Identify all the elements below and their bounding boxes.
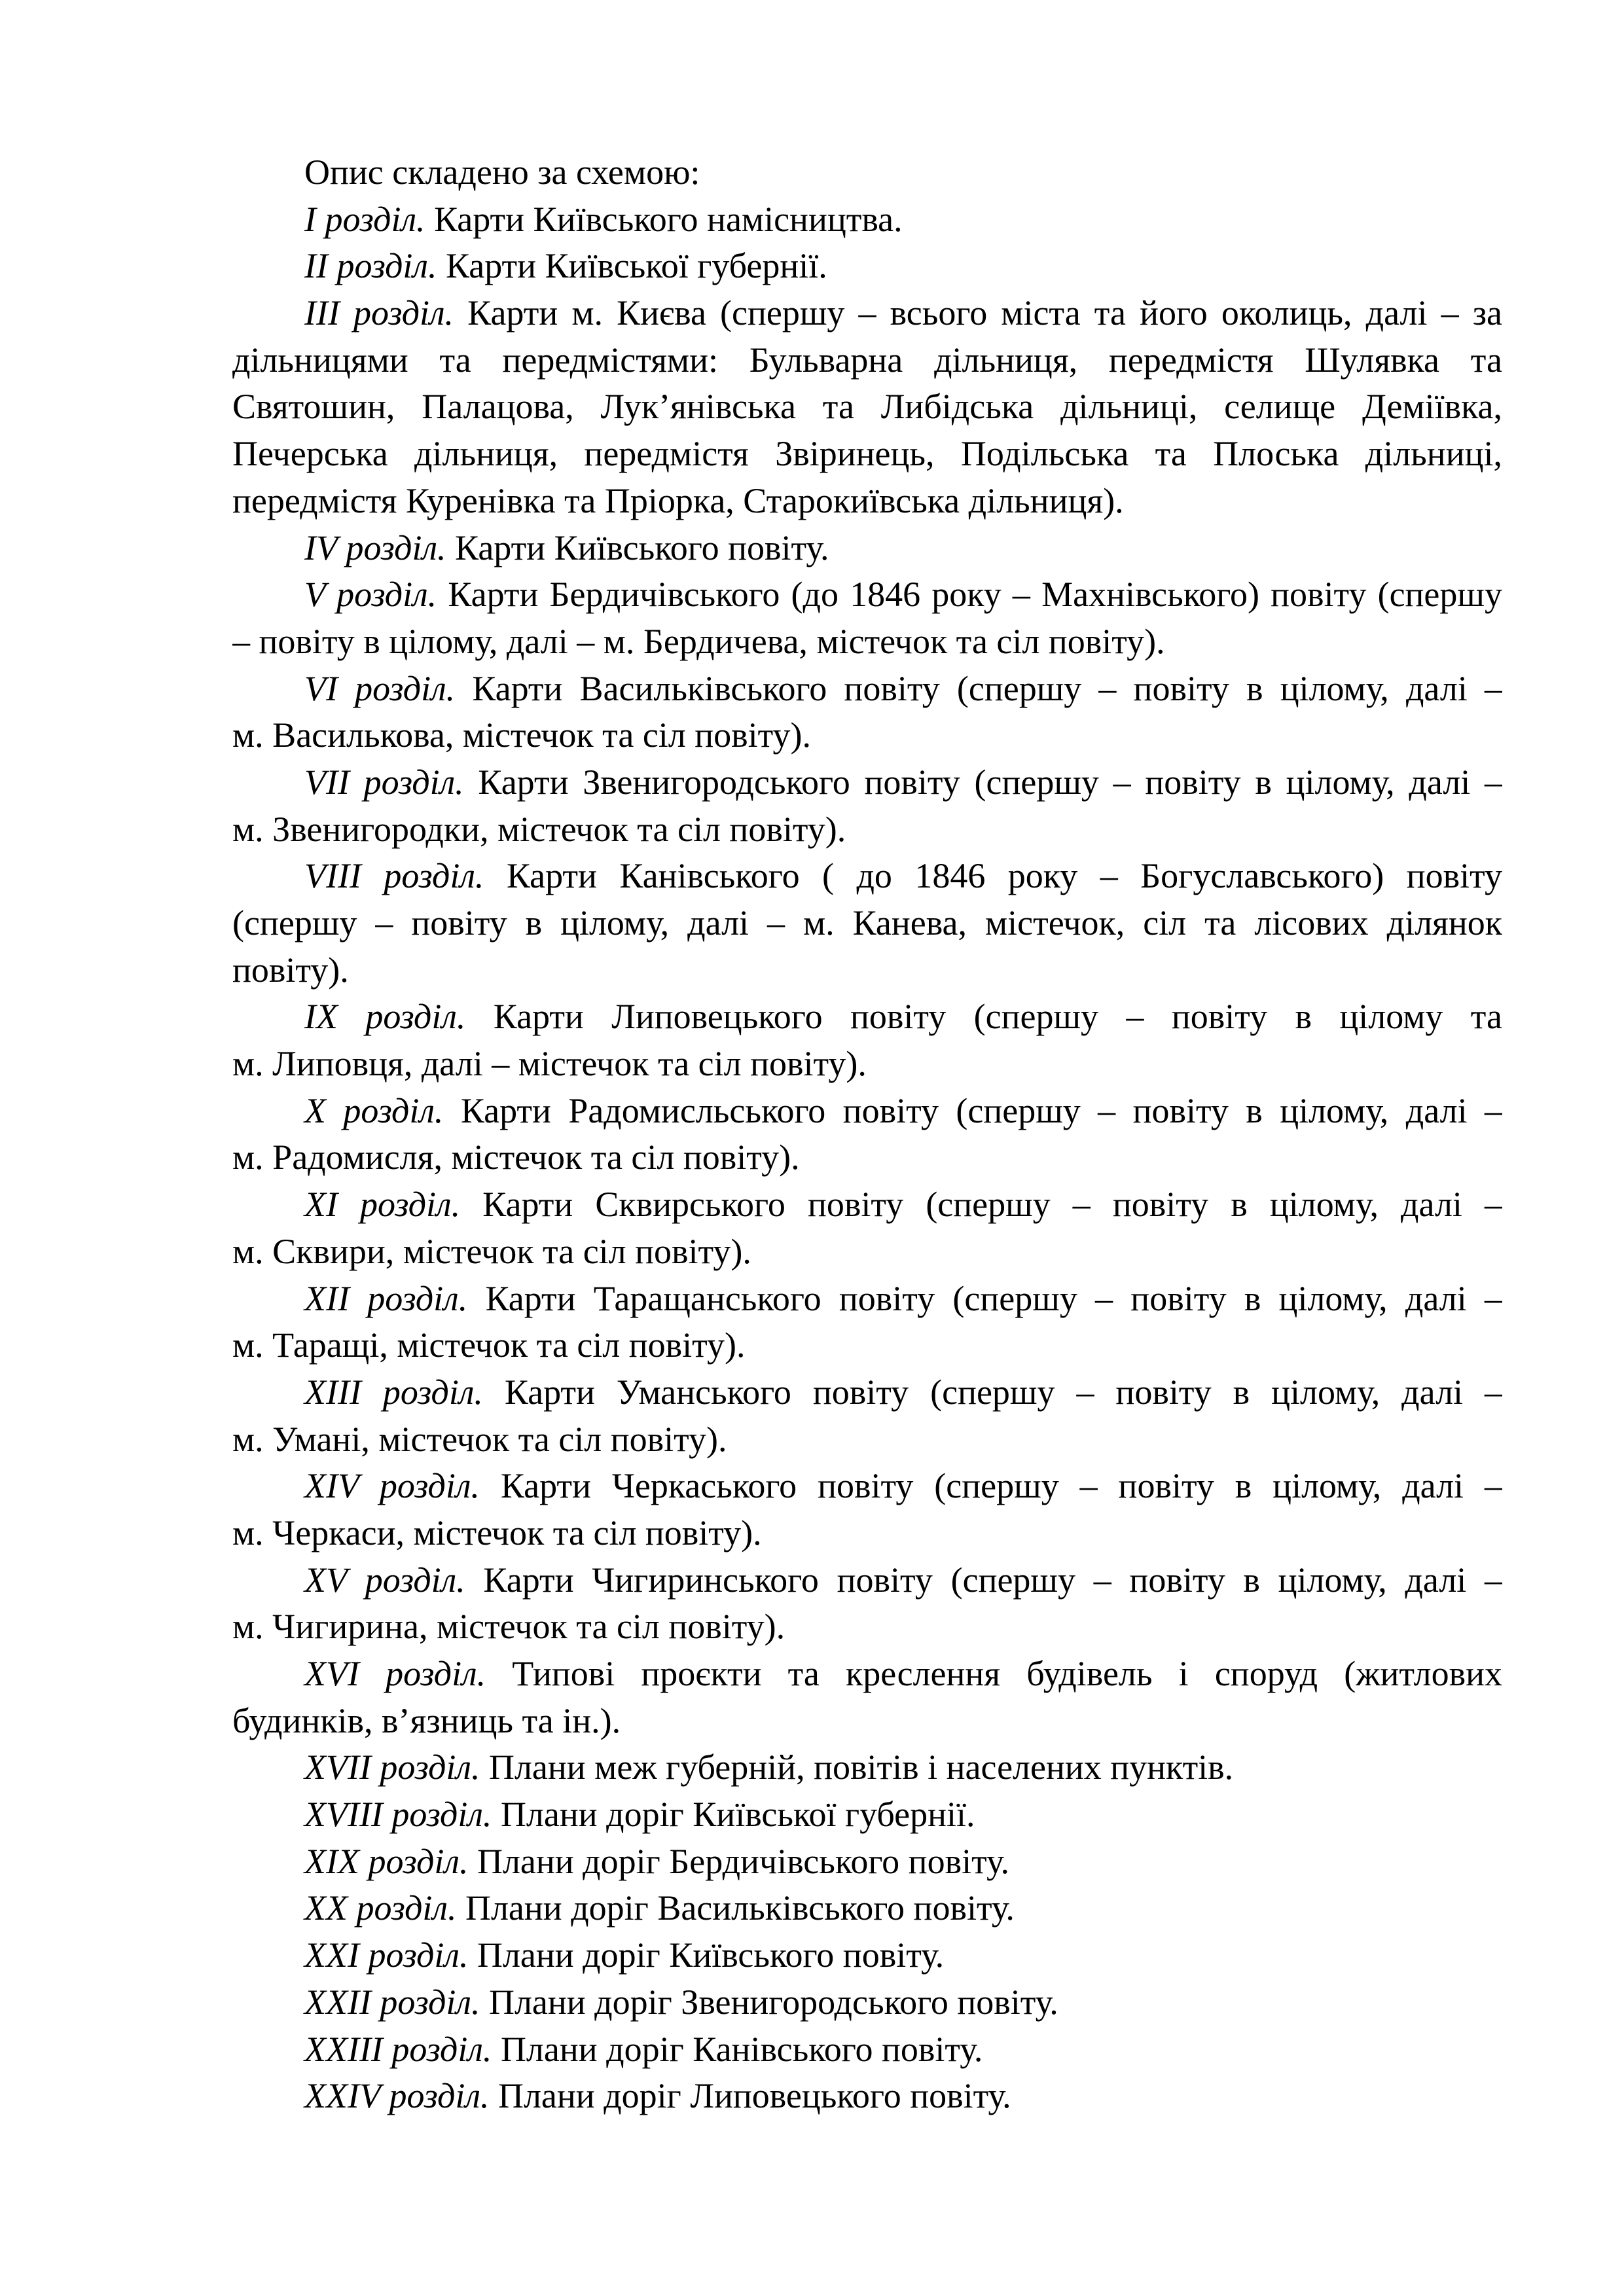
section-number-label: I розділ. [304, 199, 425, 239]
text-line: м. Черкаси, містечок та сіл повіту). [232, 1513, 762, 1552]
section-number-label: XXI розділ. [304, 1935, 469, 1975]
text-line: будинків, в’язниць та ін.). [232, 1700, 621, 1740]
section-number-label: XV розділ. [304, 1560, 465, 1600]
text-line: VIII розділ. Карти Канівського ( до 1846 року – Богуславського) повіту [304, 856, 1502, 896]
text-line: XIV розділ. Карти Черкаського повіту (спершу – повіту в цілому, далі – [304, 1466, 1502, 1506]
text-line: (спершу – повіту в цілому, далі – м. Канева, містечок, сіл та лісових ділянок [232, 903, 1502, 942]
text-line: XII розділ. Карти Таращанського повіту (спершу – повіту в цілому, далі – [304, 1278, 1502, 1318]
text-line: XVI розділ. Типові проєкти та креслення будівель і споруд (житлових [304, 1654, 1502, 1693]
text-line: м. Чигирина, містечок та сіл повіту). [232, 1607, 785, 1647]
section-number-label: V розділ. [304, 575, 437, 615]
text-line: м. Таращі, містечок та сіл повіту). [232, 1325, 746, 1365]
text-line: м. Радомисля, містечок та сіл повіту). [232, 1138, 800, 1177]
text-line: м. Липовця, далі – містечок та сіл повіту). [232, 1044, 867, 1084]
text-line: Святошин, Палацова, Лук’янівська та Либідська дільниці, селище Деміївка, [232, 387, 1502, 427]
text-line: передмістя Куренівка та Пріорка, Старокиївська дільниця). [232, 480, 1124, 520]
section-number-label: XVII розділ. [304, 1748, 480, 1787]
text-line: XXIV розділ. Плани доріг Липовецького повіту. [304, 2076, 1011, 2116]
text-line: XV розділ. Карти Чигиринського повіту (спершу – повіту в цілому, далі – [304, 1560, 1502, 1600]
section-number-label: VIII розділ. [304, 856, 484, 896]
section-number-label: XII розділ. [304, 1278, 468, 1318]
section-number-label: XXIII розділ. [304, 2029, 492, 2069]
text-line: м. Василькова, містечок та сіл повіту). [232, 715, 812, 755]
text-line: X розділ. Карти Радомисльського повіту (спершу – повіту в цілому, далі – [304, 1090, 1502, 1130]
text-line: XX розділ. Плани доріг Васильківського повіту. [304, 1888, 1015, 1928]
text-line: Печерська дільниця, передмістя Звіринець, Подільська та Плоська дільниці, [232, 434, 1502, 474]
text-line: I розділ. Карти Київського намісництва. [304, 199, 903, 239]
section-number-label: XVI розділ. [304, 1654, 486, 1693]
section-number-label: XXII розділ. [304, 1982, 480, 2022]
section-number-label: VII розділ. [304, 762, 464, 802]
text-line: XI розділ. Карти Сквирського повіту (спершу – повіту в цілому, далі – [304, 1185, 1502, 1225]
text-line: повіту). [232, 950, 349, 990]
text-line: V розділ. Карти Бердичівського (до 1846 року – Махнівського) повіту (спершу [304, 575, 1502, 615]
text-line: IV розділ. Карти Київського повіту. [304, 528, 829, 567]
section-number-label: IV розділ. [304, 528, 446, 567]
document-body [232, 149, 1502, 2120]
text-line: VII розділ. Карти Звенигородського повіту (спершу – повіту в цілому, далі – [304, 762, 1502, 802]
text-line: – повіту в цілому, далі – м. Бердичева, містечок та сіл повіту). [232, 621, 1165, 661]
section-number-label: XIX розділ. [304, 1841, 469, 1881]
section-number-label: III розділ. [304, 293, 454, 333]
text-line: III розділ. Карти м. Києва (спершу – всього міста та його околиць, далі – за [304, 293, 1502, 333]
text-line: XIX розділ. Плани доріг Бердичівського повіту. [304, 1841, 1010, 1881]
text-line: м. Умані, містечок та сіл повіту). [232, 1419, 727, 1459]
section-number-label: XX розділ. [304, 1888, 457, 1928]
section-number-label: XI розділ. [304, 1185, 461, 1225]
text-line: XXIII розділ. Плани доріг Канівського повіту. [304, 2029, 983, 2069]
section-number-label: XIV розділ. [304, 1466, 480, 1506]
text-line: XVIII розділ. Плани доріг Київської губернії. [304, 1795, 975, 1835]
text-line: Опис складено за схемою: [304, 152, 700, 192]
text-line: XXII розділ. Плани доріг Звенигородського повіту. [304, 1982, 1058, 2022]
section-number-label: II розділ. [304, 246, 437, 286]
text-line: VI розділ. Карти Васильківського повіту (спершу – повіту в цілому, далі – [304, 668, 1502, 708]
text-line: XVII розділ. Плани меж губерній, повітів і населених пунктів. [304, 1748, 1234, 1787]
section-number-label: X розділ. [304, 1090, 444, 1130]
section-number-label: XIII розділ. [304, 1372, 483, 1412]
text-line: м. Сквири, містечок та сіл повіту). [232, 1231, 751, 1271]
text-line: XXI розділ. Плани доріг Київського повіту. [304, 1935, 945, 1975]
text-line: м. Звенигородки, містечок та сіл повіту). [232, 809, 846, 849]
text-line: XIII розділ. Карти Уманського повіту (спершу – повіту в цілому, далі – [304, 1372, 1502, 1412]
text-line: дільницями та передмістями: Бульварна дільниця, передмістя Шулявка та [232, 340, 1502, 380]
section-number-label: XVIII розділ. [304, 1795, 492, 1835]
section-number-label: XXIV розділ. [304, 2076, 490, 2116]
text-line: II розділ. Карти Київської губернії. [304, 246, 827, 286]
section-number-label: VI розділ. [304, 668, 456, 708]
text-line: IX розділ. Карти Липовецького повіту (спершу – повіту в цілому та [304, 997, 1502, 1037]
section-number-label: IX розділ. [304, 997, 466, 1037]
